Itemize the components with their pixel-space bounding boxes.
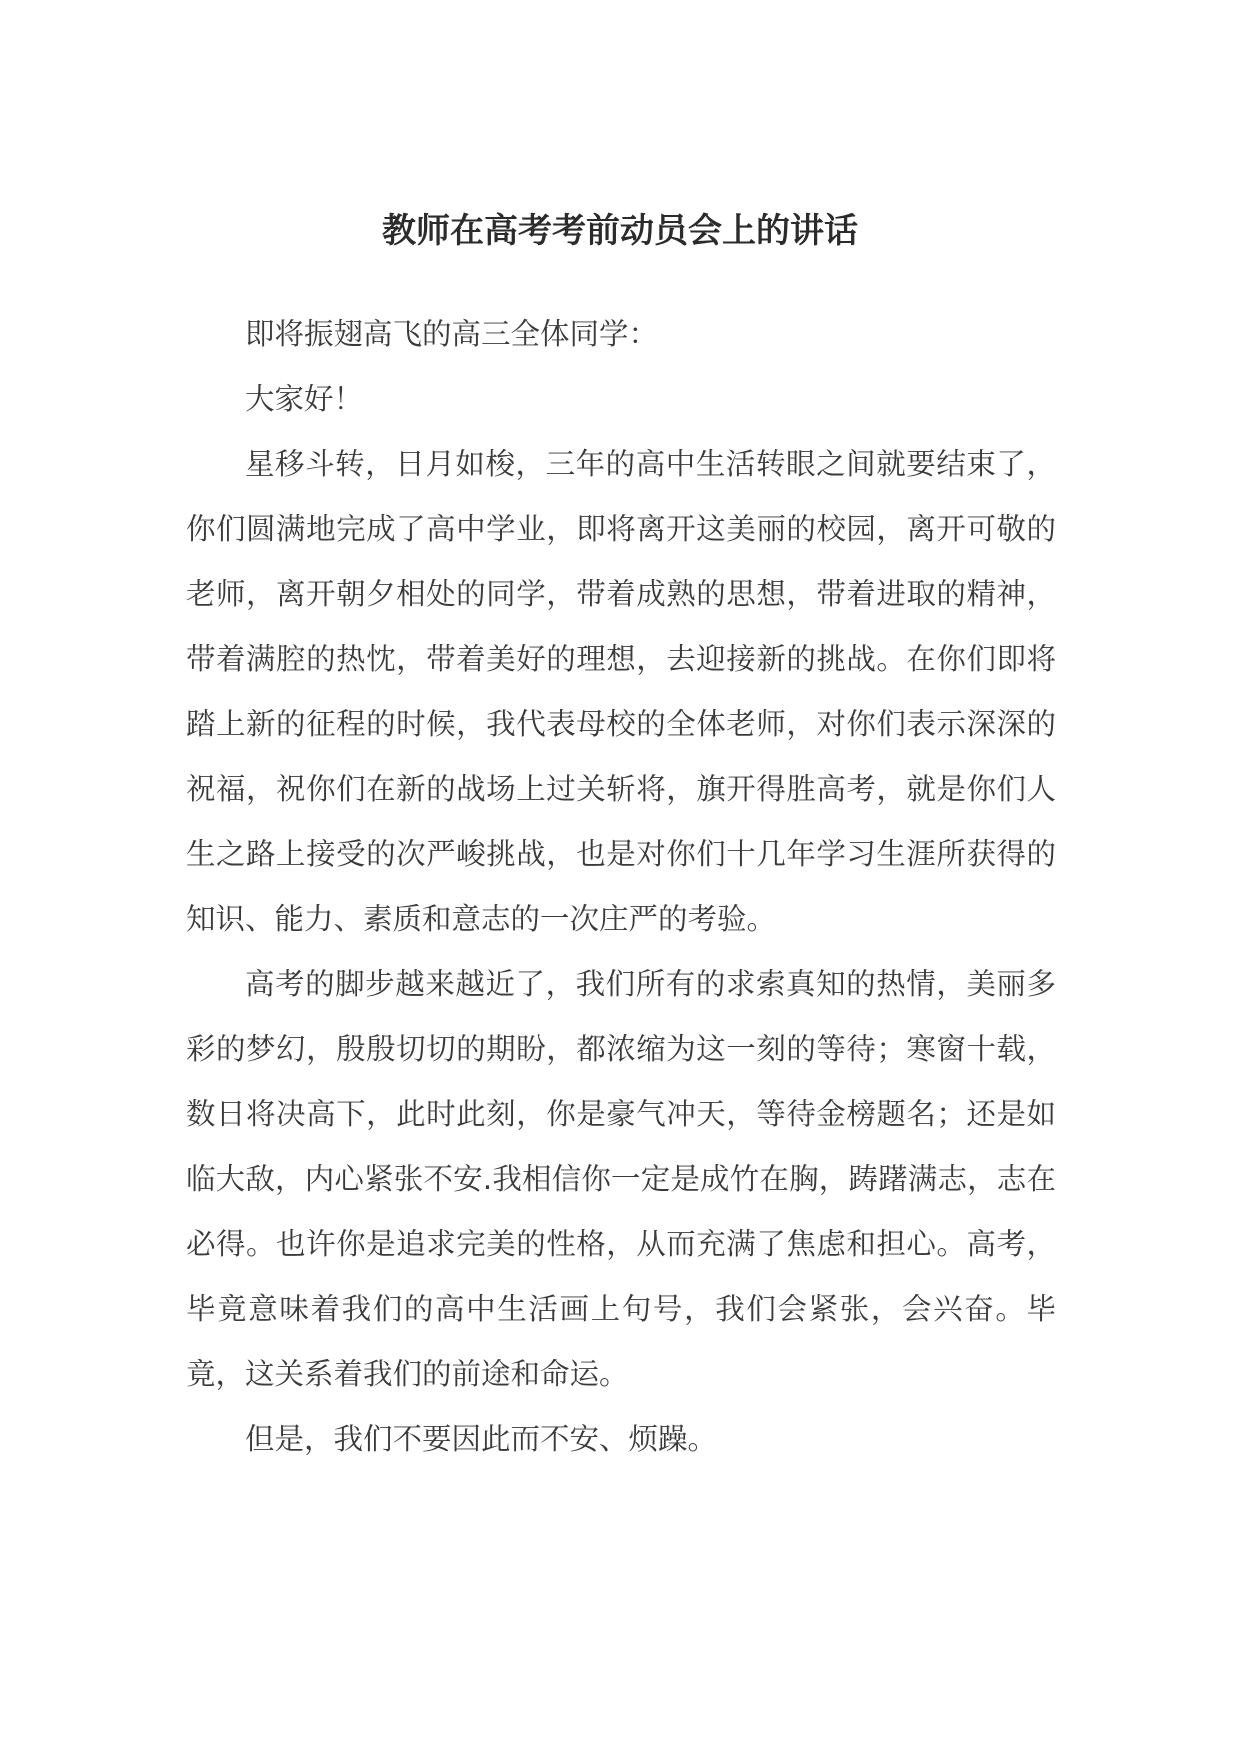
body-paragraph: 高考的脚步越来越近了，我们所有的求索真知的热情，美丽多彩的梦幻，殷殷切切的期盼，都浓缩为这一刻的等待；寒窗十载，数日将决高下，此时此刻，你是豪气冲天，等待金榜题名；还是如临大敌，内心紧张不安.我相信你一定是成竹在胸，踌躇满志，志在必得。也许你是追求完美的性格，从而充满了焦虑和担心。高考，毕竟意味着我们的高中生活画上句号，我们会紧张，会兴奋。毕竟，这关系着我们的前途和命运。	[186, 967, 1056, 1391]
body-paragraph: 但是，我们不要因此而不安、烦躁。	[245, 1422, 718, 1456]
body-paragraph: 星移斗转，日月如梭，三年的高中生活转眼之间就要结束了，你们圆满地完成了高中学业，即将离开这美丽的校园，离开可敬的老师，离开朝夕相处的同学，带着成熟的思想，带着进取的精神，带着满腔的热忱，带着美好的理想，去迎接新的挑战。在你们即将踏上新的征程的时候，我代表母校的全体老师，对你们表示深深的祝福，祝你们在新的战场上过关斩将，旗开得胜高考，就是你们人生之路上接受的次严峻挑战，也是对你们十几年学习生涯所获得的知识、能力、素质和意志的一次庄严的考验。	[186, 447, 1056, 936]
salutation-paragraph: 即将振翅高飞的高三全体同学：	[245, 317, 659, 351]
document-title: 教师在高考考前动员会上的讲话	[382, 211, 858, 251]
document-body	[186, 302, 1056, 1472]
greeting-paragraph: 大家好！	[245, 382, 364, 416]
